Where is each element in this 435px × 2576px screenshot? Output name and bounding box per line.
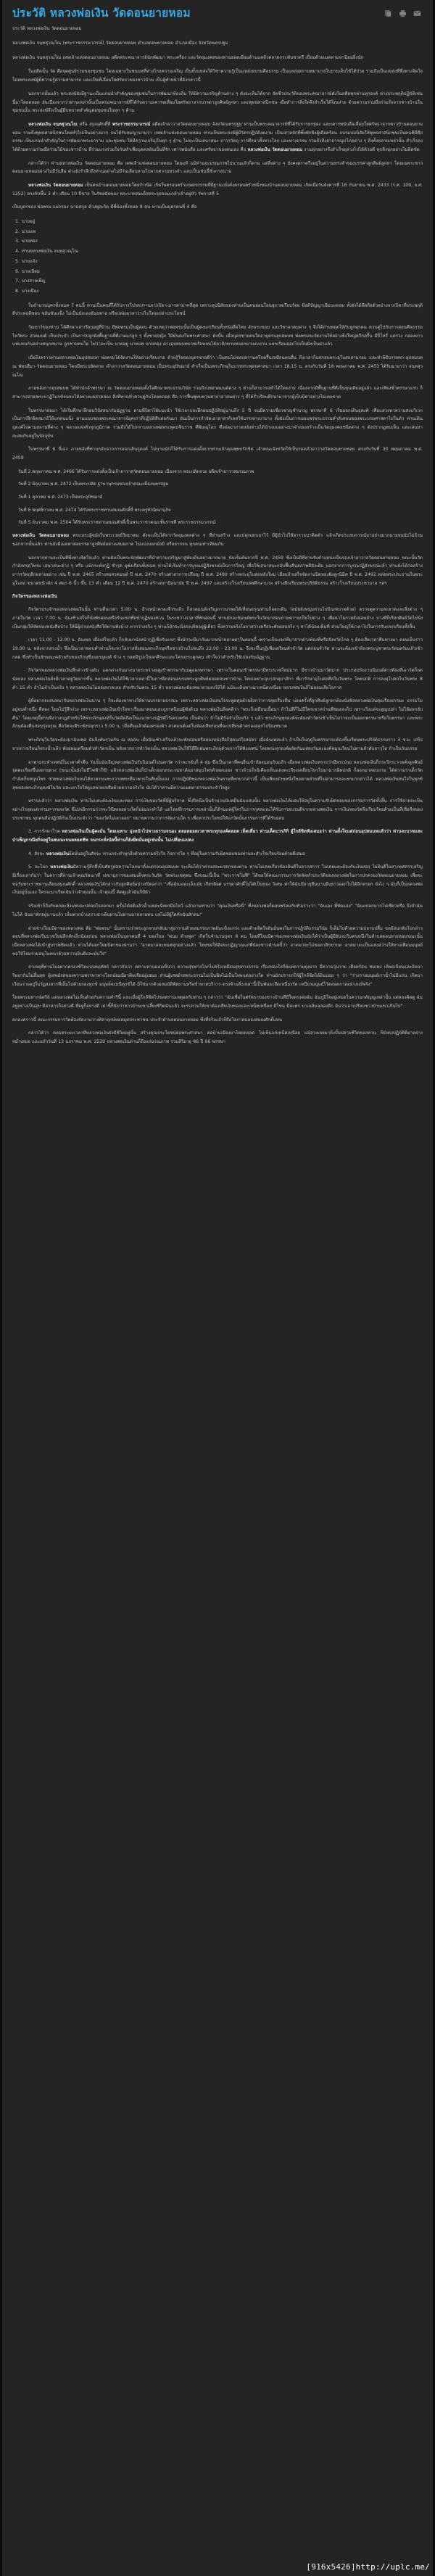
list-item: 7. นางสายเพ็ญ [15, 278, 46, 284]
list-item: 8. นางเมือง [15, 288, 39, 294]
paragraph: โดยพระมหากษัตริย์ แต่หลวงพ่อไม่เห็นด้วยกับความคำรินี้ และเมื่อผู้ใกล้ชิดไปขอทราบเหตุผลกับท่าน ๆ กล่าวว่า "ฉันเชื่อในศรัทธาของชาวบ้านที่มีใจตรงต่อฉัน ฉันภูมิใจอยู่เสมอในความกตัญญูเหล่านั้น แต่ลองคิดดู ฉันอยู่อย่างเป็นสุข มีอาหารก็อย่างดี ที่อยู่ก็อย่างดี เท่านี้ก็นับว่าชาวบ้านเขาเลี้ยงชีวิตฉันแล้ว จะรบกวนให้เขาต้องเสียเงินทองและเหน็ดเหนื่อย มีโขน มีละคร มาเฉลิมฉลองอีก ฉันว่าเอาเปรียบชาวบ้านเขาเกินไป" [12, 995, 423, 1010]
page-title: ประวัติ หลวงพ่อเงิน วัดดอนยายหอม [12, 7, 191, 20]
paragraph: ฝ่ายช่างโยมบิดาของหลวงพ่อ คือ "พ่อพรม" นั้นทราบว่าพระลูกชายกลับมาสู่อารามด้วยสมรรถภาพอันแข็งแกร่ง และด้วยจิตใจอันมั่นคงในการปฏิบัติธรรมวินัย ก็เต็มไปด้วยความปลาบปลื้ม ขอย้อนกลับไปกล่าวตอนที่หลวงพ่อเริ่มบวชใหม่อีกสักเล็กน้อยก่อน หลวงพ่อเป็นบุตรคนที่ 4 ของโยม "พนม ด้วงพูล" เกิดในจำนวนบุตร 8 คน โดยที่โยมบิดาของหลวงพ่อเงินนับได้ว่าเป็นผู้มีอันจะกินคนหนึ่งในตำบลดอนยายหอมขณะนั้น เมื่อหลวงพ่อได้เข้าสู่บรรพชิตแล้ว ท่านได้บอกโยมบิดาของท่านว่า "อาตมาสละหมดทุกอย่างแล้ว โดยขอให้สิจจะปฏิญาณแก่พี่น้องชาวตำบลนี้ว่า อาตมาจะไม่ขอลาสิกขาบท อาตมาจะเป็นแสงสว่างให้ทางเพื่อนมนุษย์ ขอให้โยมร่วมอนุโมทนาด้วยความยินดีและมั่นใจ" [12, 925, 423, 957]
list-item: 5. นายแจ้ง [15, 258, 38, 264]
list-item: 3. นายทอง [15, 239, 38, 244]
emphasis: หลวงพ่อเงินเป็นผู้คงมั่น โดยเฉพาะ มุ่งหน้าไปทางธรรมจนอง ตลอดยอดเวลาพระทุกองค์ตลอด เด็ดเดี่ยว ท่านเด็ดบวรภิกิ ผู้ใกล้ชิดฟังเสมอว่า ท่านตั้งใจแต่ก่อนอุปสมบทแล้วว่า ท่านจะบวชและบำเพ็ญกรณียกิจอยู่ในสมณะจนตลอดชีพ จนกระทั่งบัดนี้ท่านก็ยังยึดมั่นอยู่เช่นนั้น ไม่เปลี่ยนแปลง [12, 829, 423, 843]
emphasis: หลวงพ่อเงิน วัดดอนยายหอม [12, 533, 70, 539]
emphasis: หลวงพ่อเงิน [46, 851, 70, 856]
paragraph: ภายหลังการอุปสมบท ได้ทำนักจำพรรษา ณ วัดดอนยายหอมตั้งใจศึกษาพระธรรมวินัย รวมถึงบทสวดมนต์ต่าง ๆ ท่านก็สามารถทำได้โดยง่าย เนื่องจากมีพื้นฐานที่ดีเป็นทุนเดิมอยู่แล้ว และเพียงชั่วพรรษาแรก ก็สามารถสวดพระปาฏิโมกข์จนจบได้อย่างแคล่วคล่อง สิ่งที่ท่านทำควบคู่กันโดยตลอด คือ การฟื้นฟูทบทวนคาถาอาคมต่าง ๆ ที่ได้ร่ำเรียนศึกษามาจากผู้เป็นบิดาอย่างไม่เคยขาด [12, 386, 423, 400]
sibling-list [12, 217, 423, 297]
appointment-entry: วันที่ 1 ตุลาคม พ.ศ. 2473 เป็นพระอุปัชฌาย์ [18, 495, 103, 500]
paragraph: กล่าวได้ว่า ท่านหลวงพ่อเงิน วัดดอนยายหอม คือ เทพเจ้าแห่งดอนยายหอม โดยแท้ แม้ท่านจะมรณภาพไปนานแล้วก็ตาม แต่สิ่งต่าง ๆ ยังคงตราตรึงอยู่ในความทรงจำของบรรดาลูกศิษย์ลูกหา โดยเฉพาะชาวดอนยายหอมอย่างไม่มีวันลืม ต่างยังรำลึกถึงท่านอย่างไม่มีวันเลือนหายไปจากความทรงจำ และเป็นเช่นนี้ชั่วกาลนาน [12, 160, 423, 175]
paragraph: ในพรรษาต่อมา ได้เริ่มศึกษาฝึกฝนวิปัสสนากัมมัฏฐาน ตามที่บิดาได้แนะนำ ใช้เวลาและฝึกฝนปฏิบัติอยู่นานถึง 5 ปี จนมีความเชี่ยวชาญชำนาญ พรรษาที่ 6 เริ่มออกเดินธุดงค์ เพื่อแสวงหาความสงบวิเวก เป็นการฝึกจิตสมาธิให้แก่ตนแข็ง ตามแบบของพระคณาจารย์ยุคเก่าที่ปฏิบัติสืบต่อกันมา อันเป็นการกำจัดเอาอาสวกิเลสให้บรรเทาเบาบาง ทั้งยังเป็นการเผยแพร่พระธรรมคำสั่งสอนของพระบรมศาสดาไปในตัว ท่านเดินธุดงค์ไปตามสถานที่ต่าง ๆ หลายแห่งทั่วทุกภูมิภาค รวมถึงได้ไปกราบหลวงพ่อพระพุทธชินราช ที่พิษณุโลก ซึ่งต่อมาภายหลังท่านได้นำแบบอย่างมาจำลองสร้างเป็นวัตถุมงคลชนิดต่าง ๆ ดังปรากฏพบเห็น และเล่นหาสะสมกันอยู่ในปัจจุบัน [12, 408, 423, 439]
paragraph: ทราบแล้วว่า หลวงพ่อเงิน ท่านไม่แตะต้องเงินและทอง การเงินของวัดที่มีผู้บริจาค ซึ่งปีหนึ่งเป็นจำนวนนับหมื่นนับแสนนั้น หลวงพ่อเงินได้มอบให้อยู่ในความรับผิดชอบของกรรมการวัดทั้งสิ้น การใช้จ่ายจะเป็นอย่างไรสุดแต่กรรมการของวัด ซึ่งปกติกรรมการจะใช้สอยอย่างใดก็ย่อมจะทำได้ แต่โดยที่กรรมการเหล่านั้นก็ล้วนแต่ผู้ใคร่ในการกุศลและได้รับการอบรมดีจากหลวงพ่อเงิน การเงินของวัดจึงเรียบร้อยด้วยเป็นที่เชื่อถือของประชาชน ทุกคนถือปฏิบัติกันเป็นประจำว่า "ของวัดไม่เอาออก" หมายความว่าการจัดงานใด ๆ เพื่อหาประโยชน์ให้แก่วัดนั้นกรรมการที่ได้รับมอบ [12, 798, 423, 821]
paragraph: ในอดีตนั้น วัด คือจุดศูนย์รวมของชุมชน โดยเฉพาะในชนบทที่ห่างไกลความเจริญ เป็นทั้งแหล่งให้วิชาความรู้เป็นแหล่งอบรมศีลธรรม เป็นแหล่งสถานพยาบาลในยามเจ็บไข้ได้ป่วย รวมถึงเป็นแหล่งที่พึ่งทางจิตใจ โดยพระสงฆ์ผู้มีความรู้ความสามารถ และเป็นที่เลื่อมใสศรัทธาของชาวบ้าน เป็นผู้ทำหน้าที่ดังกล่าวนี้ [12, 69, 423, 83]
emphasis: หลวงพ่อเงิน วัดดอนยายหอม [247, 146, 302, 152]
paragraph: กิจวัตรประจำของหลวงพ่อเงินนั้น ท่านตื่นเวลา 5.00 น. ล้างหน้าครองจีวรแล้ว ก็สวดมนต์เจริญภาวนาพอได้เที่ยนอรุณท่านก็ออกเดิน (สมัยยังหนุ่มท่านไปบิณฑบาตด้วย) ตรวจดูความสะอาดและสิ่งต่าง ๆ ภายในวัด เวลา 7.00 น. ฉันเช้าเสร็จก็นั่งพักผ่อนหรือรับแขกที่หน้ากุฏิของท่าน ในระหว่างเวลาที่พักผ่อนนี้ ท่านมักจะนิมนต์พระในวัดมาสอบถามความเป็นไปต่าง ๆ เพื่อหาโอกาสสั่งสอนบ้าง บางทีก็เรียกศิษย์วัดไปนั่งเป็นกลุ่มให้หัดท่องหนังสือบ้าง ให้มีผู้อ่านหนังสือให้ท่านฟังบ้าง หากว่างจริง ๆ ท่านก็มักจะนั่งสงบจิตอยู่ผู้เดียว ซึ่งความจริงโอกาสว่างหรือจะพักผ่อนจริง ๆ หาได้น้อยเต็มที ส่วนใหญ่ใช้เวลาไปในการรับแขกเกือบทั้งสิ้น [12, 607, 423, 629]
list-item: 2. นายแพ [15, 228, 36, 234]
paragraph: ในพรรษาที่ 6 นี่เอง ภายหลังที่ท่านกลับจากการออกเดินธุดงค์ ไม่นานนักก็ได้รับการแต่งตั้งจากท่านเจ้าคุณพุทธรักขิต เจ้าคณะจังหวัดให้เป็นรองเจ้าอาวาสวัดดอนยายหอม ตรงกับวันที่ 30 พฤษภาคม พ.ศ. 2459 [12, 447, 423, 461]
source-url: http://uplc.me/ [355, 2562, 430, 2572]
document-body [9, 25, 426, 1046]
footer-watermark [306, 2562, 430, 2572]
list-item: 4. ท่านหลวงพ่อเงิน จนฺทสุวณฺโณ [15, 249, 78, 255]
appointment-entry: วันที่ 5 ธันวาคม พ.ศ. 2504 ได้รับพระราชทานสมณศักดิ์เป็นพระราชาคณะชั้นราชที่ พระราชธรรมาภรณ์ [18, 520, 216, 526]
appointment-entry: วันที่ 2 พฤษภาคม พ.ศ. 2466 ได้รับการแต่งตั้งเป็นเจ้าอาวาสวัดดอนยายหอม เนื่องจาก พระปลัดฮวย อดีตเจ้าอาวาสมรณภาพ [18, 468, 254, 474]
paragraph: หลวงพ่อเงิน จนฺทสุวณฺโณ (พระราชธรรมาภรณ์) วัดดอนยายหอม ตำบลดอนยายหอม อำเภอเมือง จังหวัดนครปฐม [12, 41, 228, 46]
paragraph: เป็นบุตรของ พ่อพรม-แม่กรอง นามสกุล ด้วงพูลเกิด มีพี่น้องทั้งหมด 8 คน ท่านเป็นบุตรคนที่ 4 คือ [12, 205, 197, 210]
paragraph: พระภิกษุในวัดจะต้องมาฉันเพล ฉันจึงทันรวมกัน ณ หอฉัน เมื่อฉันเช้าเสร็จแล้วจะพักผ่อนหรือท่องหนังสือก็สุดแต่ใจสมัคร เมื่อฉันเพลแล้ว ถ้าเป็นในฤดูในพรรษาจะต้องขึ้นเรียนพระปริยัติธรรมราว 3 ช.ม. เสร็จจากการเรียนก็สรงน้ำแล้ว พักผ่อนเตรียมตัวทำวัตรเย็น หลังจากการทำวัตรเย็น หลวงพ่อเงินใช้วิธีฝึกฝนพระภิกษุด้วยการให้ฟังเทศน์ โดยพระทุกองค์ผลัดกันแสดงวันละองค์หมุนเวียนไปตามลำดับอาวุโส ถ้าเป็นวันธรรม [12, 738, 423, 751]
list-item: 6. นายเนียม [15, 268, 40, 274]
paragraph: หลวงพ่อเงิน จนฺทสุวณฺโณ เทพเจ้าแห่งดอนยายหอม อดีตพระคณาจารย์นักพัฒนา พระเครื่อง และวัตถุมงคลของท่านยอดเยี่ยมด้านแคล้วคลาดกระพันชาตรี เปี่ยมด้วยเมตตามหานิยมยิ่งนัก [12, 54, 364, 60]
paragraph: นอกจากท่านจะเป็นที่พึ่งทางจิตใจแล้ว ท่านยังเป็นพระนักพัฒนาที่นำความเจริญมาสู่ท้องถิ่นอย่างมากมาย นับเริ่มต้นจากปี พ.ศ. 2459 ซึ่งเป็นปีที่ท่านรับตำแหน่งเป็นรองเจ้าอาวาสวัดดอนยายหอม ขณะนั้นวัดกำลังทรุดโทรม เสนาสนะต่าง ๆ หรือ แม้กระทั่งกุฏิ ชำรุด ผุพังเกือบทั้งหมด ท่านได้เริ่มทำการบูรณปฏิสังขรณ์เป็นการใหญ่ เพื่อให้เสนาสนะกลับฟื้นคืนสภาพดีดังเดิม นอกจากการบูรณปฏิสังขรณ์แล้ว ท่านยังได้ก่อสร้างถาวรวัตถุอีกหลายอย่าง เช่น ปี พ.ศ. 2465 สร้างหอสวดมนต์ ปี พ.ศ. 2470 สร้างศาลาการเปรียญ ปี พ.ศ. 2480 สร้างพระอุโบสถหลังใหม่ เมื่อแล้วเสร็จจัดงานปิดทองฝังลูกนิมิต ปี พ.ศ. 2492 หล่อพระประธานในพระอุโบสถ ขนาดหน้าตัก 4 ศอก 6 นิ้ว ขึ้น 13 ค่ำ เดือน 12 ปี พ.ศ. 2470 สร้างสถานีอนามัย ปี พ.ศ. 2497 และสร้างโรงเรียนสพศึกษาบาล สร้างตึกเรียนพระปริยัติธรรม สร้างโรงเรียนประชาบาล ฯลฯ [12, 555, 423, 586]
emphasis: พระราชธรรมาภรณ์ [112, 121, 151, 127]
print-icon[interactable] [399, 9, 407, 17]
appointment-entry: วันที่ 2 มิถุนายน พ.ศ. 2472 เป็นพระปลัด ฐานานุกรมของเจ้าคณะเมืองนครปฐม [18, 482, 169, 487]
paragraph: อาพาธกะทำเทศน์ในเวลาค่ำคืน วันนั้นบังเอิญหลวงพ่อเงินรับนิมนต์ไปนอกวัด กว่าจะกลับก็ 4 ทุ่ม ซึ่งเป็นเวลาที่คนอื่นเข้าห้องนอนกันแล้ว เมื่อหลวงพ่อเงินทราบว่ามีพระป่วย หลวงพ่อเงินก็กระวีกระวาดสั่งลูกศิษย์จุดตะเกียงขึ้นหลายดวง (ขณะนั้นยังไม่มีไฟฟ้าใช้) แล้วหลวงพ่อเงินก็นำเด็กออกตระเวนหาต้นยาสมุนไพรด้วยตนเอง ชาวบ้านใกล้เคียงเห็นแสงตะเกียงเคลื่อนไหวไปมามากผิดปกติ ก็ออกมาสอบถาม ได้ความว่าเด็กวัดกำลังเก็บสมุนไพร ช่วยหลวงพ่อเงินจนได้ยาครบและถวายพระที่อาพาธในคืนนั้นเอง การปฏิบัติของหลวงพ่อเงินตามที่ยกมากล่าวนี้ เป็นเพียงส่วนหนึ่งในหลายส่วนที่ไม่สามารถจะยกมากล่าวได้ หลวงพ่อเงินสนใจในทุกข์สุขของพระภิกษุสงฆ์ในวัด และเอาใจใส่ดูแลช่วยเหลือด้วยความจริงใจ นับได้ว่าท่านมีความเมตตาธรรมประจำใจสูง [12, 759, 423, 790]
paragraph: กล่าวได้ว่า ตลอดระยะเวลาที่หลวงพ่อเงินยังมีชีวิตอยู่นั้น สร้างคุณประโยชน์ต่อพระศาสนา ต่อบ้านเมืองมาโดยตลอด ไม่เห็นแก่เหน็ดเหนื่อย แม้ล่วงเลยมาถึงบั้นปลายชีวิตของท่าน ก็ยังคงปฏิบัติดีมาอย่างสม่ำเสมอ และแล้ววันที่ 13 มกราคม พ.ศ. 2520 หลวงพ่อเงินท่านก็ถึงแก่มรณภาพ รวมสิริอายุ 86 ปี 66 พรรษา [12, 1031, 423, 1045]
paragraph: กิจวัตรของหลวงพ่อเงินที่กล่าวข้างต้น แตกต่างกันมากมายระหว่างฤดูเข้าพรรษากับฤดูออกพรรษา เพราะในตอนเข้าพรรษามีพระบวชใหม่มาก มีชาวบ้านมาวัดมาก ประกอบกับงานนิมนต์ต่างท้องที่เอาวัดก็ลดน้อยลง หลวงพ่อเงินจึงมีเวลาอยู่วัดมากขึ้น หลวงพ่อเงินได้ใช้เวลาเหล่านี้ในการฝึกสอนอบรมพระลูกศิษย์ตลอดจนชาวบ้าน โดยเฉพาะอุบาสกอุบาสิกา ที่มารักษาอุโบสถศีลในวันพระ โดยปกติ การลงอุโบสถในวันพระ 8 ค่ำ 15 ค่ำ ถ้าไม่จำเป็นจริง ๆ หลวงพ่อเงินไม่ยอมขาดเลย สำหรับวันพระ 15 ค่ำ หลวงพ่อจะต้องพยายามลงให้ได้ แม้จะเดินทางมาเหน็ดเหนื่อย หลวงพ่อเงินก็ไม่ยอมเสียโอกาส [12, 668, 423, 690]
list-item: 1. นายอยู่ [15, 219, 36, 225]
virtue-item: 5. ละโลภ หลวงพ่อเงินมีความรู้สึกที่เป็นศัตรูต่อความโลภมาตั้งแต่ก่อนอุปสมบท จะเห็นได้ว่าท่านสละมรดกของท่าน ท่านไม่เคยเกี่ยวข้องยินดีในลาภสการ ไม่เคยแตะต้องกับเงินทอง ไม่ยินดีในลาภยศสรรเสริญ มีเรื่องเล่ากันว่า ในคราวที่ท่านเจ้าคุณวัดแเวที่ เลขานุการของสมเด็จพระวันรัด วัดพระเชตุพน ซึ่งขณะนี้เป็น "พระราชโมฬี" ได้ขอให้คณะกรรมการวัดจัดทำประวัติของหลวงพ่อในการปกครองวัดดอนยายหอม เพื่อจะขอรับพระราชทานเลื่อนสมณศักดิ์ หลวงพ่อเงินได้กล่าวกับลูกศิษย์อย่างเปิดอกว่า "เชื่อฉันเถอะเอ็งเอ๋ย เกียรติยศ บรรดาศักดิ์ไม่ได้เป็นของ วิเศษ ท่าให้ฉันมีอายุยืนนานยืนยาวออกไปได้อีกหรอก ยังไง ๆ ฉันก็เป็นหลวงพ่อเงินอยู่นั่นเอง ใครจะมาเรียกฉันว่าเจ้าคุณนั้น เจ้าคุณนี้ คิดดูแล้วฉันก็มีผ้า [12, 864, 423, 896]
virtue-item: 4. สัจจะ หลวงพ่อเงินยึดมั่นอยู่ในสัจจะ ท่านกระทำทุกสิ่งด้วยความจริงใจ กิจการใด ๆ ที่อยู่ในความรับผิดชอบของท่านจะสำเร็จเรียบร้อยด้วยดีเสมอ [28, 851, 305, 856]
email-icon[interactable] [413, 9, 421, 17]
paragraph: หลวงพ่อเงิน วัดดอนยายหอม พระเถระผู้ขมังในพระเวทย์วิทยาคม ดังจะเห็นได้จากวัตถุมงคลต่าง ๆ ที่ท่านสร้าง และปลุกเสกเอาไว้ มีผู้นำไปใช้อาราธนาติดตัว แล้วเกิดประสบการณ์มาอย่างมากมายจนนับไม่ถ้วน นอกจากนั้นแล้ว ท่านยังมีเมตตาต่อบรรดาลูกศิษย์อย่างเสมอภาค ไม่แบ่งแยกมั่งมี หรือยากจน ทุกคนเท่าเทียมกัน [12, 533, 423, 547]
section-heading-routine: กิจวัตรของหลวงพ่อเงิน [12, 594, 57, 600]
emphasis: หลวงพ่อเงิน [50, 864, 73, 870]
virtue-item: 3. การรักษาโรค หลวงพ่อเงินเป็นผู้คงมั่น โดยเฉพาะ มุ่งหน้าไปทางธรรมจนอง ตลอดยอดเวลาพระทุกองค์ตลอด เด็ดเดี่ยว ท่านเด็ดบวรภิกิ ผู้ใกล้ชิดฟังเสมอว่า ท่านตั้งใจแต่ก่อนอุปสมบทแล้วว่า ท่านจะบวชและบำเพ็ญกรณียกิจอยู่ในสมณะจนตลอดชีพ จนกระทั่งบัดนี้ท่านก็ยังยึดมั่นอยู่เช่นนั้น ไม่เปลี่ยนแปลง [12, 829, 423, 843]
header-toolbar [384, 6, 424, 17]
emphasis: หลวงพ่อเงิน จนฺทสุวณฺโณ [28, 121, 78, 127]
paragraph: ผู้ที่อยากจะสนทนากับหลวงพ่อเงินนาน ๆ ก็จะต้องหาทางให้ท่านบรรยายธรรมะ เพราะหลวงพ่อเงินสนใจจะพูดคุยด้วยยิ่งกว่าการคุยเรื่องอื่น บ่อยครั้งที่ลูกศิษย์ลูกหาต้องนั่งฟังหลวงพ่อเงินคุยเรื่องธรรมะ ธรรมโม อยู่จนค่ำหนึ่ง ดีสอง โดยไม่รู้สึกง่วง เพราะหลวงพ่อเงินเข้าใจหาเรื่องมาสอนและถูกรสนิยมผู้ฟังด้วย หลวงพ่อเงินถือคติว่า "พระก็เหมือนเนื้อนา ถ้าไม่ดีก็ไม่มีใครเขาหว่านพืชผลลงไป เพราะริงแต่จะสูญเปล่า ไม่ได้ผลกลับคืน" โดยเหตุนี้ท่านจึงวางกฎสำหรับให้พระภิกษุสงฆ์ในวัดยึดถือเป็นแนวทางปฏิบัติไว้เคร่งครัด เป็นต้นว่า ถ้าไม่มีกิจจำเป็นจริง ๆ แล้ว พระภิกษุทุกองค์จะต้องทำวัตรเช้าเย็นไม่ว่าจะเป็นออกพรรษาหรือในพรรษา และพระภิกษุต้องตื่นก่อนรุ่งอรุณ คือวัดจะตีระฆังปลุกราว 5.00 น. เมื่อตื่นแล้วต้องครองผ้า สวดมนต์แต่ในท้องเสียก่อนที่จะเปลี่ยนผ้าครองออกไปบิณฑบาต [12, 698, 423, 730]
paragraph: หลวงพ่อเงิน วัดดอนยายหอม เป็นคนบ้านดอนยายหอมโดยกำเนิด เกิดในครอบครัวเกษตรกรรมที่มีฐานะมั่งคั่งครอบครัวหนึ่งของบ้านดอนยายหอม เกิดเมื่อวันอังคารที่ 16 กันยายน พ.ศ. 2433 (ร.ศ. 109, จ.ศ. 1252) ตรงกับขึ้น 3 ค่ำ เดือน 10 ปีขาล ในรัชสมัยของ พระบาทสมเด็จพระจุลจอมเกล้าเจ้าอยู่หัว รัชกาลที่ 5 [12, 183, 423, 197]
paragraph: เมื่อถึงคราวท่านหลวงพ่อเงินอุปสมบท พ่อพรมได้จัดงานให้อย่างเรียบง่าย ด้วยรู้ใจของบุตรชายดีว่า เป็นคนไม่ชอบความครึกครื้นเหมือนคนอื่น ถึงเวลาก็แห่รอบพระอุโบสถสามรอบ และทำพิธีบรรพชา-อุปสมบท ณ พัทธสีมา วัดดอนยายหอม โดยมีพระปลัดฮวย เจ้าอาวาสวัดดอนยายหอม เป็นพระอุปัชฌาย์ สำเร็จเป็นเพระภิกษุในบวรพระพุทธศาสนา เวลา 18.15 น. ตรงกับวันที่ 18 พฤษภาคม พ.ศ. 2453 ได้รับฉายาว่า จนฺทสุวณฺโณ [12, 355, 423, 378]
paragraph: หลวงพ่อเงิน จนฺทสุวณฺโณ หรือ สมณศักดิ์ที่ พระราชธรรมาภรณ์ อดีตเจ้าอาวาสวัดดอนยายหอม จังหวัดนครปฐม ท่านเป็นพระคณาจารย์ที่ได้รับการยกย่อง และเคารพนับถือเลื่อมใสศรัทธาจากชาวบ้านดอนยายหอม รวมถึงพุทธศาสนิกชนโดยทั่วไปเป็นอย่างมาก จนได้รับสมญานามว่า เทพเจ้าแห่งดอนยายหอม ท่านเป็นพระสงฆ์ผู้มีวัตรปฏิบัติงดงาม เป็นเสาหลักที่พึ่งพักพิงผู้เดือดร้อน อบรมบ่มนิสัยให้พุทธศาสนิกชนเป็นคนดีมีศีลธรรม เป็นแกนนำสำคัญในการพัฒนาพระอาราม และชุมชน ให้มีความเจริญในทุก ๆ ด้าน ไม่จะเป็นเสนาสนะ ถาวรวัตถุ การศึกษาทั้งทางโลก และทางธรรม รวมถึงสิ่งสาธารณูปโภคต่าง ๆ สิ่งทั้งหลายเหล่านั้น สำเร็จลงได้ด้วยความร่วมมือร่วมไม้ของชาวบ้าน ที่ร่วมแรงร่วมใจกันทำเพื่อบุคคลอันเป็นที่รัก เคารพนับถือ และศรัทธาของตนเอง คือ หลวงพ่อเงิน วัดดอนยายหอม งานทุกอย่างจึงสำเร็จลุล่วงไปได้ด้วยดี ทุกสิ่งทุกอย่างไม่ติดขัด [12, 121, 423, 152]
paragraph: ในจำนวนบุตรทั้งหมด 7 คนนี้ ท่านเป็นคนที่ได้รับการโปรดปรานจากบิดา-มารดามากที่สุด เพราะอุปนิสัยของท่านเป็นคนอ่อนโยนสุภาพเรียบร้อย มีสติปัญญาเฉียบแหลม ทั้งยังได้ยึดถือตัวอย่างจากบิดาที่ประพฤติดีประพฤติชอบ ขยันขันแข็ง ไม่เป็นนักเลงอันธพาล หรือปล่อยเวลาว่างไปโดยเปล่าประโยชน์ [12, 302, 423, 317]
paragraph: ประวัติ หลวงพ่อเงิน วัดดอนยายหอม [12, 26, 82, 32]
paragraph: จริงเข้าก็ถึงกับตกตะลึงแทบจะปล่อยโธออกมา ครั้นได้สติแล้วน้ำแหละจึงยกมือไหว้ แล้วถามท่านว่า "คุณเงินหรือนี่" ซึ่งหลวงพ่อก็ตอบพร้อมกับหัวเราะว่า "ฉันเอง พี่ทัดแจ่ง" "ฉันแปลกมากไปเชียวหรือ จึงจำฉันไม่ได้ ฉันมาพักอยู่นานแล้ว เห็นพวกบ้านเราเขาเดินผ่านไปผ่านมาหลายคน แต่ไม่มีผู้ใดทักฉันสักคน" [12, 904, 423, 917]
paragraph: นอกจากนั้นแล้ว พระสงฆ์ยังมีฐานะเป็นแกนนำสำคัญของชุมชนในการพัฒนาท้องถิ่น ให้มีความเจริญด้านต่าง ๆ ดังจะเห็นได้จาก อัตชีวประวัติของพระคณาจารย์ดังในอดีตทุกท่านทุกองค์ ต่างประพฤติปฏิบัติเช่นนี้มาโดยตลอด อันเนื่องจากว่าท่านเหล่านั้นเป็นพระคณาจารย์ที่ได้รับความเคารพเลื่อมใสศรัทธาจากบรรดาลูกศิษย์ลูกหา และพุทธศาสนิกชน เมื่อทำการสิ่งใดจึงสำเร็จได้โดยง่าย ด้วยความร่วมมือร่วมใจจากชาวบ้านในชุมชนนั้น พระสงฆ์จึงเป็นผู้มีบทบาทสำคัญต่อชุมชนในทุก ๆ ด้าน [12, 91, 423, 114]
paragraph: สาเหตุที่ท่านไม่อยากครองชีวิตแบบคฤหัสถ์ กล่าวกันว่า เพราะท่านมองเห็นว่า ความสุขทางโลกไม่จริงเหมือนสุขทางธรรม เรื่องของโลกีย์แต่ความยุ่งยาก มีความวุ่นวาย เดือดร้อน ชมเพง เบียดเบียนและอิจฉาริษยากันไม่สิ้นสุด ผู้เสพย์รสของความพรรษาทางโลกย่อมมียาพิษเจืออยู่เสมอ ส่วนผู้เสพย์รสพระธรรมไม่เป็นพิษไม่เป็นโทษแต่อย่างใด ท่านมักปรารภให้ผู้ใกล้ชิดได้ยินบ่อย ๆ ว่า "ร่างกายมนุษย์เราน้ำไม่มีแก่น เกิดมาเวียนว่ายอยู่ในวัฏสงสารที่เต็มไปด้วยกองทุกข์ มนุษย์จะหนีทุกข์ได้ มิใช่มากด้วยสมบัติพัสถานหรือข้าทาสบริวาร ตรงข้ามสิ่งเหล่านี้เป็นพันธะยึดเหนี่ยวรัด เหนี่ยวมนุษย์ไว้ตลอดกาลอย่างแท้จริง" [12, 965, 423, 987]
image-dimensions: [916x5426] [306, 2562, 356, 2572]
paragraph: วัยเยาว์ของท่าน ได้ศึกษาเล่าเรียนอยู่ที่บ้าน มีพ่อพรมเป็นผู้สอน ด้วยเหตุว่าพ่อพรมนั้นเป็นผู้คงแก่เรียนทั้งหนังสือไทย อักษระขอม และวิชาอาคมต่าง ๆ จึงได้ถ่ายทอดให้กับลูกทุกคน ควบคู่ไปกับการสอนศีลธรรม ไหว้พระ สวดมนต์ เป็นประจำ เป็นการปลูกฝังพื้นฐานที่ดีงามแก่ลูก ๆ ทั้งชายหญิง ให้มั่นคงในพระศาสนา ดังนั้น เมื่อบุตรชายคนใดอายุครบอุปสมบท พ่อพรมจะจัดงานให้อย่างยิ่งใหญ่ครึกครื้น มีปี่โหรี่ แตรวง กลองยาว แห่แหนกันอย่างสนุกสนาน ลูกชายคนโต ไม่ว่าจะเป็น นายอยู่ นายแพ นายทอง ต่างอุปสมบทบวชเรียนจนได้ลาสิกขาบทออกมาแต่งงาน แยกเรือนออกไปเป็นฝั่งเป็นฝาแล้ว [12, 325, 423, 347]
paragraph: ตกลงคราวนี้ คณะกรรมการวัดต้องจัดงานวางศิลาฤกษ์หอสมุดประชาชน ประจำตำบลดอนยายหอม ซึ่งที่จริงแล้วก็ถือโอกาสฉลองสมณศักดิ์แทน [12, 1017, 283, 1023]
appointment-entry: วันที่ 6 พฤศจิกายน พ.ศ. 2474 ได้รับพระราชทานสมณศักดิ์ที่ พระครูทักษิณานุกิจ [18, 507, 171, 513]
emphasis: หลวงพ่อเงิน วัดดอนยายหอม [28, 183, 83, 188]
document-header [9, 4, 426, 20]
paragraph: เวลา 11.00 - 12.00 น. ฉันเพล เมื่อเสร็จแล้ว ก็กลับมานั่งหน้ากุฏิเพื่อรับแขก ซึ่งมักจะมีมากันมากหน้าหลายตาในตอนนี้ เพราะเป็นแขกที่มาจากต่างท้องที่หรือจังหวัดไกล ๆ ต้องเสียเวลาคืนทางมา ตอนเย็นราว 19.00 น. หลังจากสรงน้ำ ซึ่งเป็นเวลาพลบค่ำท่านก็จะหาโอกาสสั่งสอนพระภิกษุหรือชาวบ้านไปจนถึง 22.00 - 23.00 น. จึงจะขึ้นกุฏิเพื่อเตรียมตัวจำวัด แต่ก่อนจำวัด ท่านจะต้องเข้าห้องพระบูชาพระรัตนตรัยแล้วเข้ากลด ซึ่งทำเป็นลักษณะคล้ายกับของภิกษุซึ่งออกธุดงค์ ข้าง ๆ กลดมีรูปะโหลกศีรษะและโครงกระดูกคน เข้าใจว่าสำหรับใช้เปลงกัมมัฏฐาน [12, 637, 423, 660]
copy-pages-icon[interactable] [384, 9, 392, 17]
